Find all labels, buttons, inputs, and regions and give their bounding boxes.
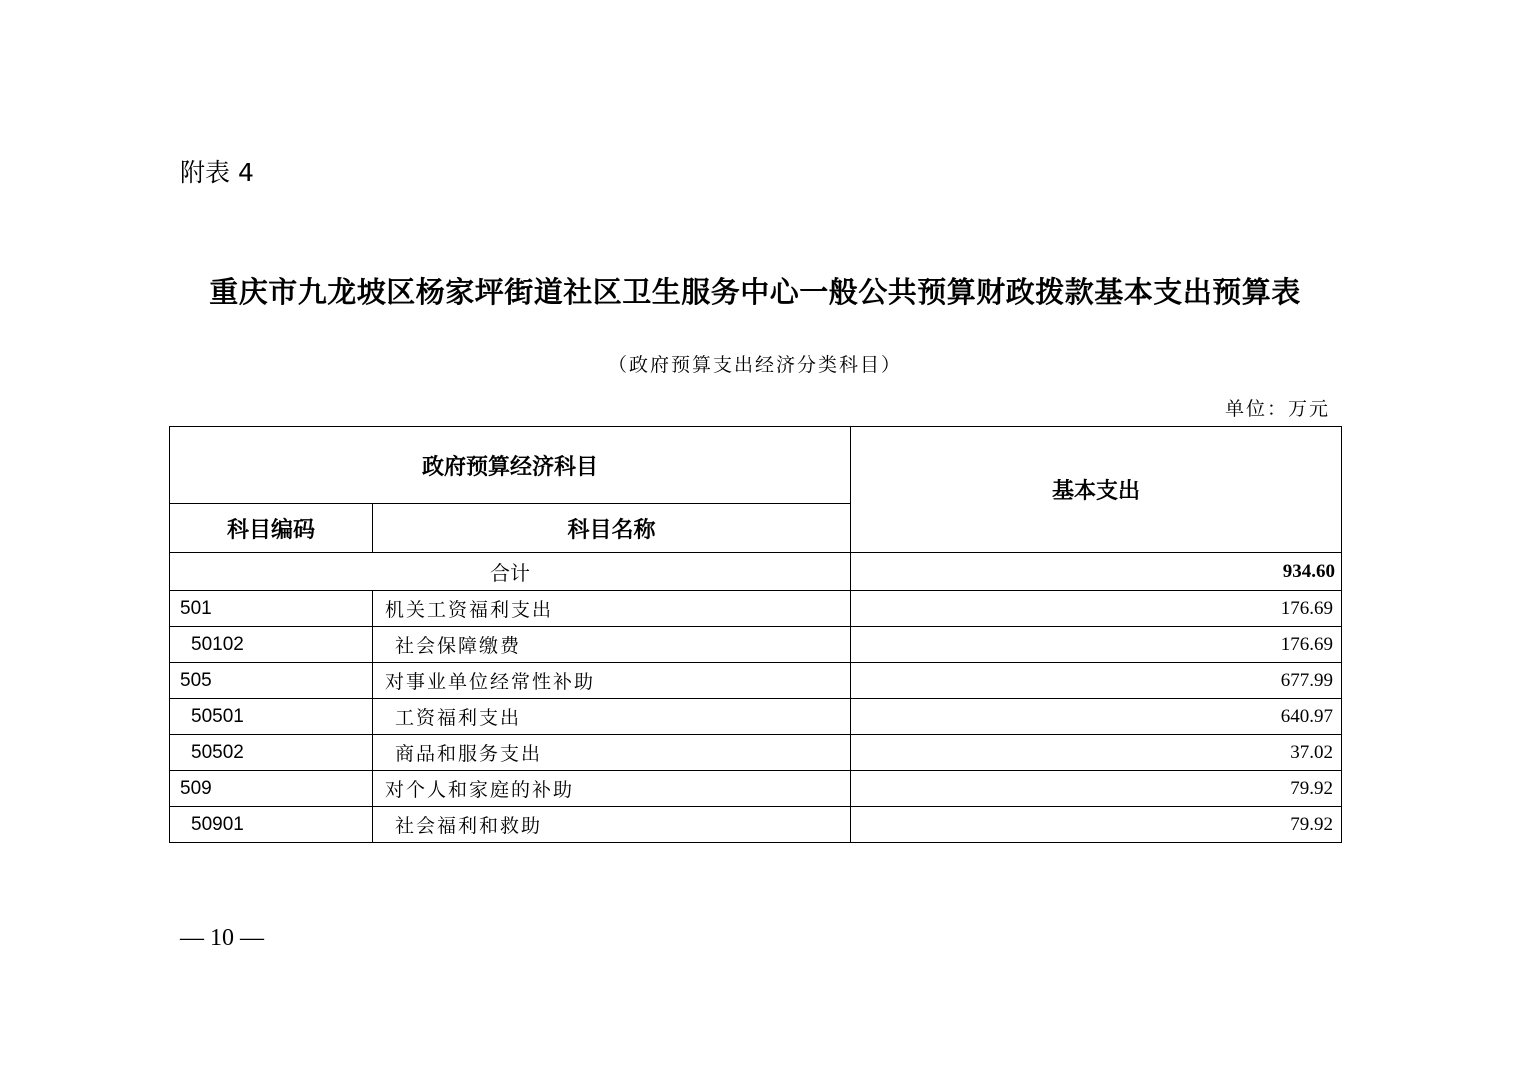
row-code: 505	[170, 663, 373, 699]
row-code: 50102	[170, 627, 373, 663]
table-row	[170, 807, 1342, 843]
header-subject-name: 科目名称	[373, 504, 851, 553]
total-row	[170, 553, 1342, 591]
header-row-group	[170, 427, 1342, 504]
unit-label: 单位：万元	[1224, 398, 1330, 420]
page-number: — 10 —	[180, 925, 264, 951]
table-row	[170, 591, 1342, 627]
attachment-label: 附表 4	[180, 158, 254, 187]
row-amount: 640.97	[851, 699, 1342, 735]
header-subject-code: 科目编码	[170, 504, 373, 553]
row-amount: 677.99	[851, 663, 1342, 699]
table-row	[170, 771, 1342, 807]
row-name: 商品和服务支出	[373, 735, 851, 771]
row-amount: 176.69	[851, 627, 1342, 663]
row-code: 509	[170, 771, 373, 807]
row-name: 对个人和家庭的补助	[373, 771, 851, 807]
row-code: 50901	[170, 807, 373, 843]
row-amount: 37.02	[851, 735, 1342, 771]
total-label: 合计	[170, 553, 851, 591]
total-value: 934.60	[851, 553, 1342, 591]
header-economic-subject: 政府预算经济科目	[170, 427, 851, 504]
row-code: 50502	[170, 735, 373, 771]
row-name: 机关工资福利支出	[373, 591, 851, 627]
table-row	[170, 627, 1342, 663]
row-name: 对事业单位经常性补助	[373, 663, 851, 699]
table-body	[170, 591, 1342, 843]
header-basic-expenditure: 基本支出	[851, 427, 1342, 553]
table-row	[170, 663, 1342, 699]
document-title: 重庆市九龙坡区杨家坪街道社区卫生服务中心一般公共预算财政拨款基本支出预算表	[209, 275, 1301, 309]
row-amount: 176.69	[851, 591, 1342, 627]
row-name: 社会福利和救助	[373, 807, 851, 843]
row-amount: 79.92	[851, 807, 1342, 843]
row-code: 50501	[170, 699, 373, 735]
table-row	[170, 699, 1342, 735]
table-row	[170, 735, 1342, 771]
row-name: 社会保障缴费	[373, 627, 851, 663]
row-name: 工资福利支出	[373, 699, 851, 735]
budget-table	[169, 426, 1342, 843]
row-amount: 79.92	[851, 771, 1342, 807]
row-code: 501	[170, 591, 373, 627]
document-subtitle: （政府预算支出经济分类科目）	[607, 354, 902, 376]
